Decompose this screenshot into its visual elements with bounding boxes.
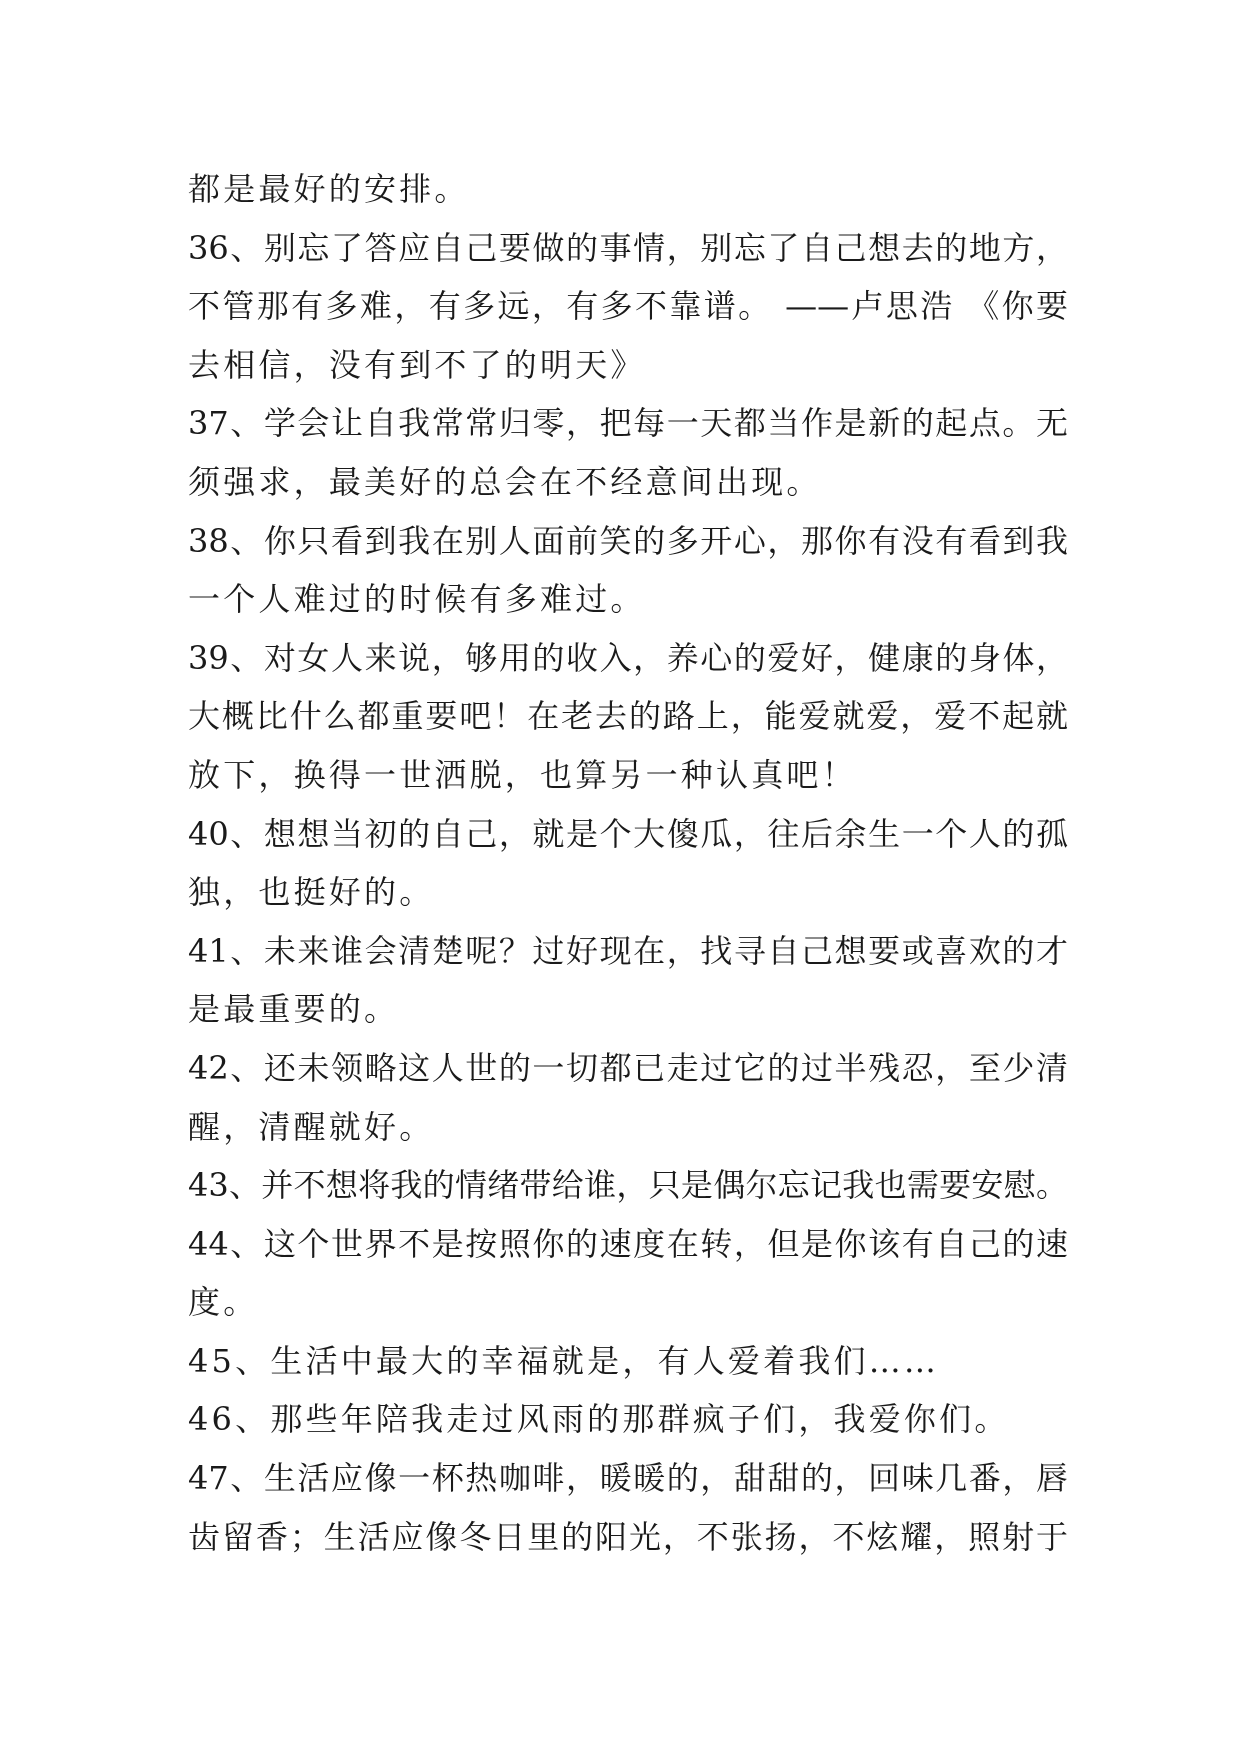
text-line: 44、这个世界不是按照你的速度在转，但是你该有自己的速 bbox=[188, 1224, 1068, 1263]
body-text bbox=[188, 160, 1068, 1566]
text-line: 37、学会让自我常常归零，把每一天都当作是新的起点。无 bbox=[188, 404, 1068, 443]
text-line: 42、还未领略这人世的一切都已走过它的过半残忍，至少清 bbox=[188, 1048, 1068, 1087]
text-line: 都是最好的安排。 bbox=[188, 170, 470, 208]
text-line: 醒，清醒就好。 bbox=[188, 1107, 435, 1146]
text-line: 度。 bbox=[188, 1283, 259, 1322]
text-line: 独，也挺好的。 bbox=[188, 873, 435, 912]
text-line: 45、生活中最大的幸福就是，有人爱着我们…… bbox=[188, 1341, 940, 1380]
text-line: 46、那些年陪我走过风雨的那群疯子们，我爱你们。 bbox=[188, 1400, 1010, 1439]
text-line: 一个人难过的时候有多难过。 bbox=[188, 580, 646, 619]
text-line: 是最重要的。 bbox=[188, 990, 400, 1029]
text-line: 去相信，没有到不了的明天》 bbox=[188, 345, 646, 384]
text-line: 齿留香；生活应像冬日里的阳光，不张扬，不炫耀，照射于 bbox=[188, 1517, 1068, 1556]
text-line: 须强求，最美好的总会在不经意间出现。 bbox=[188, 462, 822, 501]
text-line: 40、想想当初的自己，就是个大傻瓜，往后余生一个人的孤 bbox=[188, 814, 1068, 853]
text-line: 36、别忘了答应自己要做的事情，别忘了自己想去的地方， bbox=[188, 228, 1068, 267]
text-line: 38、你只看到我在别人面前笑的多开心，那你有没有看到我 bbox=[188, 521, 1068, 560]
text-line: 43、并不想将我的情绪带给谁，只是偶尔忘记我也需要安慰。 bbox=[188, 1166, 1068, 1205]
text-line: 不管那有多难，有多远，有多不靠谱。 ——卢思浩 《你要 bbox=[188, 287, 1068, 326]
text-line: 放下，换得一世洒脱，也算另一种认真吧！ bbox=[188, 755, 857, 794]
text-line: 47、生活应像一杯热咖啡，暖暖的，甜甜的，回味几番，唇 bbox=[188, 1459, 1068, 1498]
text-line: 41、未来谁会清楚呢？过好现在，找寻自己想要或喜欢的才 bbox=[188, 931, 1068, 970]
text-line: 39、对女人来说，够用的收入，养心的爱好，健康的身体， bbox=[188, 638, 1068, 677]
text-line: 大概比什么都重要吧！在老去的路上，能爱就爱，爱不起就 bbox=[188, 697, 1068, 736]
